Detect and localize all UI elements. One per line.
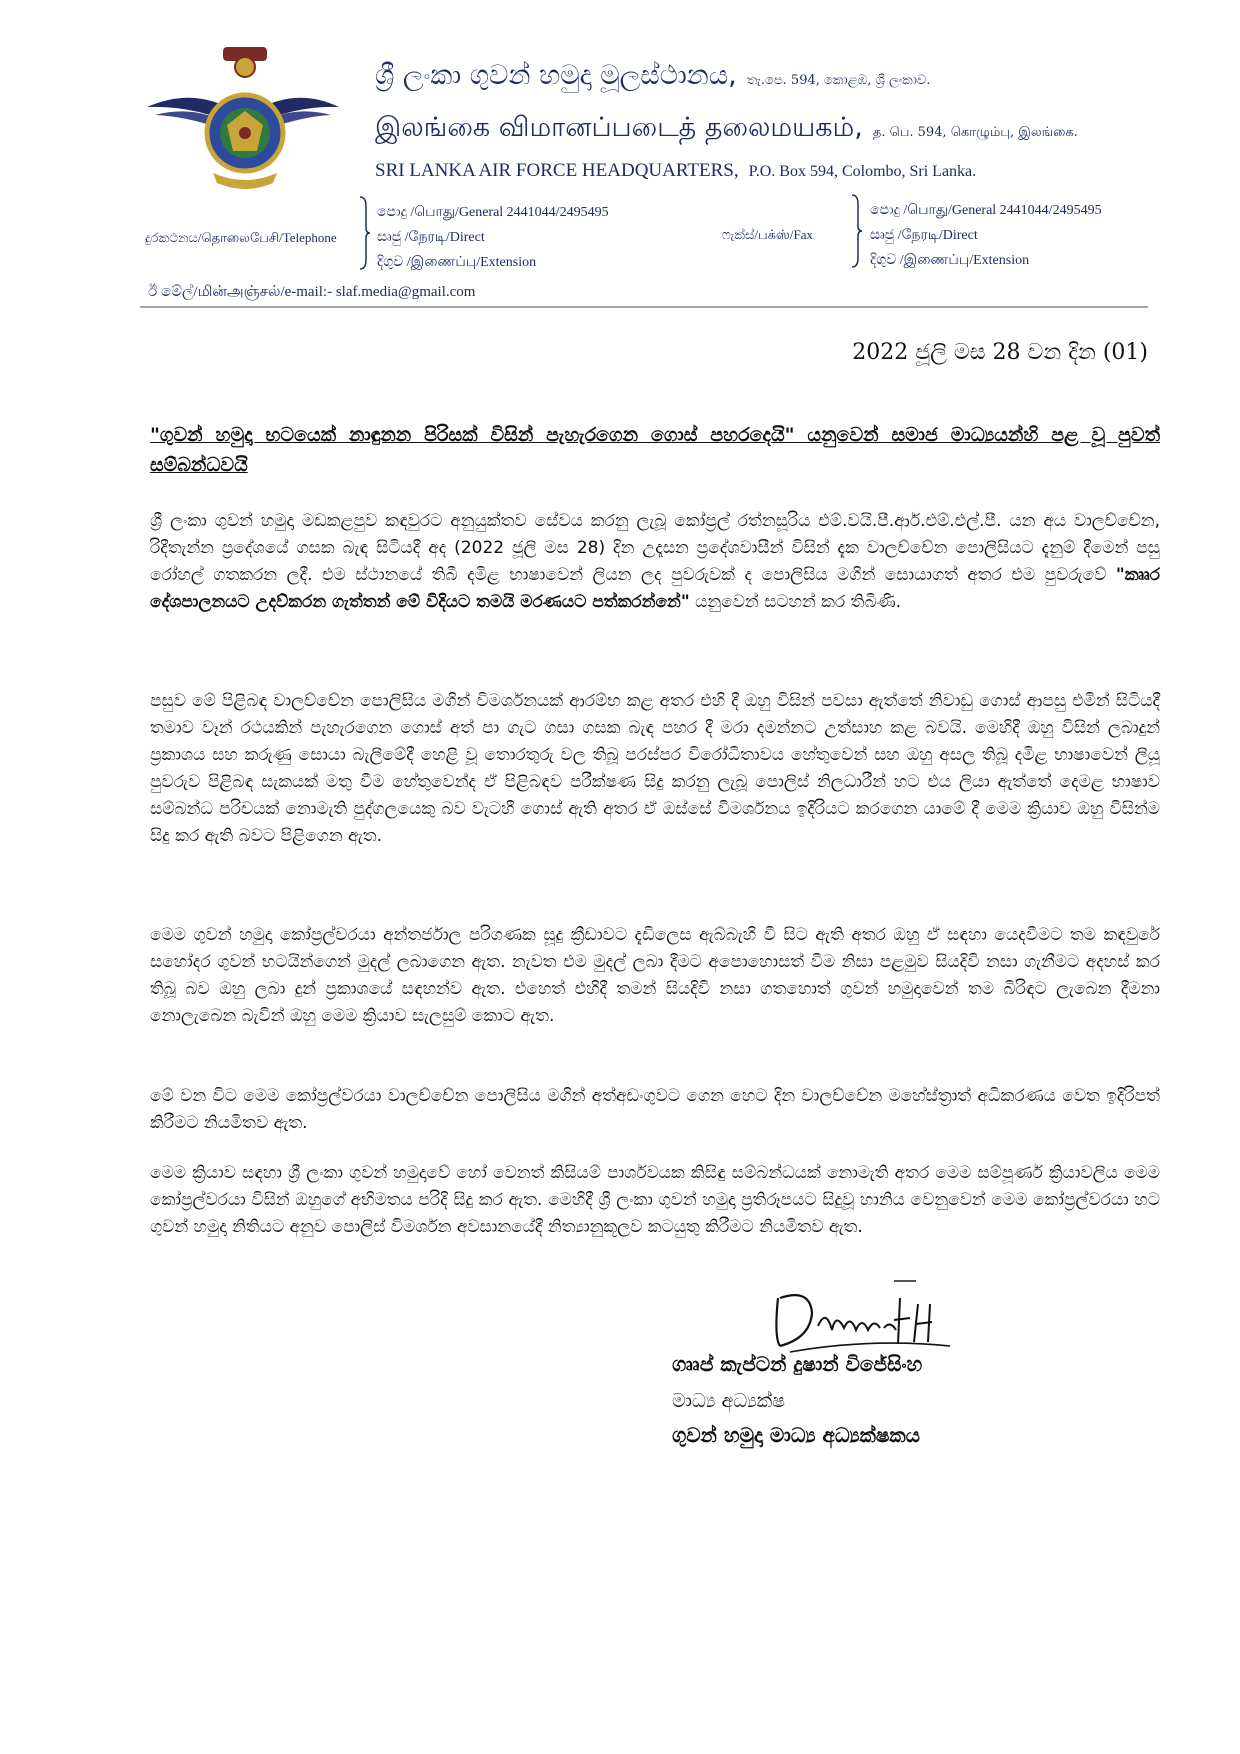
fax-direct: සෘජු /நேரடி/Direct [870, 228, 978, 243]
document-date: 2022 ජූලි මස 28 වන දින (01) [852, 340, 1148, 365]
brace-icon [358, 196, 370, 270]
telephone-numbers [377, 200, 609, 275]
paragraph-1-text-c: යනුවෙන් සටහන් කර තිබිණි. [689, 592, 902, 612]
handwritten-signature [770, 1268, 990, 1358]
telephone-general: පොදු /பொது/General 2441044/2495495 [377, 205, 609, 220]
air-force-crest-logo [145, 45, 341, 195]
letterhead-sinhala-line [375, 60, 930, 92]
letterhead-sinhala-address: තැ.පෙ. 594, කොළඹ, ශ්‍රී ලංකාව. [746, 73, 931, 88]
signatory-title: මාධ්‍ය අධ්‍යක්ෂ [672, 1390, 785, 1412]
letterhead-english-address: P.O. Box 594, Colombo, Sri Lanka. [748, 163, 977, 180]
email-line: ඊ මේල්/மின்அஞ்சல்/e-mail:- slaf.media@gmail.com [148, 284, 476, 300]
letterhead-divider [140, 306, 1148, 308]
paragraph-1-quote: "කෘෘර දේශපාලනයට උදව්කරන ගැත්තන් මේ විදියට තමයි මරණයට පත්කරන්නේ" [150, 565, 1160, 612]
paragraph-5: මෙම ක්‍රියාව සඳහා ශ්‍රී ලංකා ගුවන් හමුදාවේ හෝ වෙනත් කිසියම් පාර්ශවයක කිසිඳු සම්බන්ධයක් නොමැති අතර මෙම සම්පූර්ණ ක්‍රියාවලිය මෙම කෝප්‍රල්වරයා විසින් ඔහුගේ අභිමතය පරිදි සිදු කර ඇත. මෙහිදී ශ්‍රී ලංකා ගුවන් හමුදා ප්‍රතිරූපයට සිදුවූ හානිය වෙනුවෙන් මෙම කෝප්‍රල්වරයා හට ගුවන් හමුදා නිතියට අනුව පොලිස් විමර්ශන අවසානයේදී නිත්‍යානුකූලව කටයුතු කිරීමට නියමිතව ඇත. [150, 1163, 1160, 1237]
telephone-direct: සෘජු /நேரடி/Direct [377, 230, 485, 245]
letterhead-tamil-line [375, 112, 1078, 147]
telephone-label: දුරකථනය/தொலைபேசி/Telephone [145, 230, 337, 245]
signatory-office: ගුවන් හමුදා මාධ්‍ය අධ්‍යක්ෂකය [672, 1423, 921, 1447]
document-heading: "ගුවන් හමුදා භටයෙක් නාඳුනන පිරිසක් විසින් පැහැරගෙන ගොස් පහරදෙයි" යනුවෙන් සමාජ මාධ්‍යයන්හි පළ වූ පුවත් සම්බන්ධවයි [150, 424, 1160, 476]
paragraph-1-text-a: ශ්‍රී ලංකා ගුවන් හමුදා මඩකළපුව කඳවුරට අනුයුක්තව සේවය කරනු ලැබූ කෝප්‍රල් රත්නසූරිය එම්.වයි.පී.ආර්.එම්.එල්.පී. යන අය වාලච්චේන, රිදීතැන්න ප්‍රදේශයේ ගසක බැඳ සිටියදී අද (2022 ජූලි මස 28) දින උදෑසන ප්‍රදේශවාසීන් විසින් දැක වාලච්චේන පොලිසියට දැනුම් දීමෙන් පසු රෝහල් ගතකරන ලදී. එම ස්ථානයේ තිබී දමිළ භාෂාවෙන් ලියන ලද පුවරුවක් ද පොලිසිය මගින් සොයාගත් අතර එම පුවරුවේ [150, 511, 1160, 585]
paragraph-4: මේ වන විට මෙම කෝප්‍රල්වරයා වාලච්චේන පොලිසිය මගින් අත්අඩංගුවට ගෙන හෙට දින වාලච්චේන මහේස්ත්‍රාත් අධිකරණය වෙත ඉදිරිපත් කිරීමට නියමිතව ඇත. [150, 1086, 1160, 1133]
letterhead-tamil-address: த. பெ. 594, கொழும்பு, இலங்கை. [872, 125, 1078, 140]
fax-label: ෆැක්ස්/பக்ஸ்/Fax [722, 227, 814, 242]
telephone-extension: දිගුව /இணைப்பு/Extension [377, 255, 537, 270]
paragraph-2: පසුව මේ පිළිබඳ වාලච්චේන පොලිසිය මගින් විමර්ශනයක් ආරම්භ කළ අතර එහි දී ඔහු විසින් පවසා ඇත්තේ නිවාඩු ගොස් ආපසු එමින් සිටියදී තමාව වෑන් රථයකින් පැහැරගෙන ගොස් අත් පා ගැට ගසා ගසක බැඳ පහර දී මරා දමන්නට උත්සාහ කළ බවයි. මෙහිදී ඔහු විසින් ලබාදුන් ප්‍රකාශය සහ කරුණු සොයා බැලීමේදී හෙළි වූ තොරතුරු වල තිබූ පරස්පර විරෝධිතාවය හේතුවෙන් සහ ඔහු අසල තිබූ දමිළ භාෂාවෙන් ලියූ පුවරුව පිළිබඳ සැකයක් මතු වීම හේතුවෙන්ද ඒ පිළිබඳව පරීක්ෂණ සිදු කරනු ලැබූ පොලිස් නිලධාරීන් හට එය ලියා ඇත්තේ දෙමළ භාෂාව සම්බන්ධ පරිචයක් නොමැති පුද්ගලයෙකු බව වැටහී ගොස් ඇති අතර ඒ ඔස්සේ විමර්ශනය ඉදිරියට කරගෙන යාමේ දී මෙම ක්‍රියාව ඔහු විසින්ම සිදු කර ඇති බවට පිළිගෙන ඇත. [150, 691, 1160, 846]
letterhead-english-name: SRI LANKA AIR FORCE HEADQUARTERS, [375, 160, 739, 181]
letterhead-sinhala-name: ශ්‍රී ලංකා ගුවන් හමුදා මූලස්ථානය, [375, 60, 737, 91]
fax-numbers [870, 198, 1102, 273]
fax-general: පොදු /பொது/General 2441044/2495495 [870, 203, 1102, 218]
letterhead-tamil-name: இலங்கை விமானப்படைத் தலைமயகம், [375, 112, 863, 143]
fax-extension: දිගුව /இணைப்பு/Extension [870, 253, 1030, 268]
signatory-name: ගෲප් කැප්ටන් දුෂාන් විජේසිංහ [672, 1352, 923, 1376]
brace-icon [850, 194, 862, 268]
letterhead-english-line [375, 160, 976, 182]
paragraph-3: මෙම ගුවන් හමුදා කෝප්‍රල්වරයා අන්තර්ජාල පරිගණක සූදු ක්‍රීඩාවට දැඩිලෙස ඇබ්බැහි වී සිට ඇති අතර ඔහු ඒ සඳහා යෙදවීමට තම කඳවුරේ සහෝදර ගුවන් භටයින්ගෙන් මුදල් ලබාගෙන ඇත. නැවත එම මුදල් ලබා දීමට අපොහොසත් වීම නිසා පළමුව සියදිවි නසා ගැනීමට අදහස් කර තිබූ බව ඔහු ලබා දුන් ප්‍රකාශයේ සඳහන්ව ඇත. එහෙත් එහිදී තමන් සියදිවි නසා ගතහොත් ගුවන් හමුදාවෙන් තම බිරිඳට ලැබෙන දීමනා නොලැබෙන බැවින් ඔහු මෙම ක්‍රියාව සැලසුම් කොට ඇත. [150, 925, 1160, 1026]
paragraph-1 [150, 508, 1160, 616]
